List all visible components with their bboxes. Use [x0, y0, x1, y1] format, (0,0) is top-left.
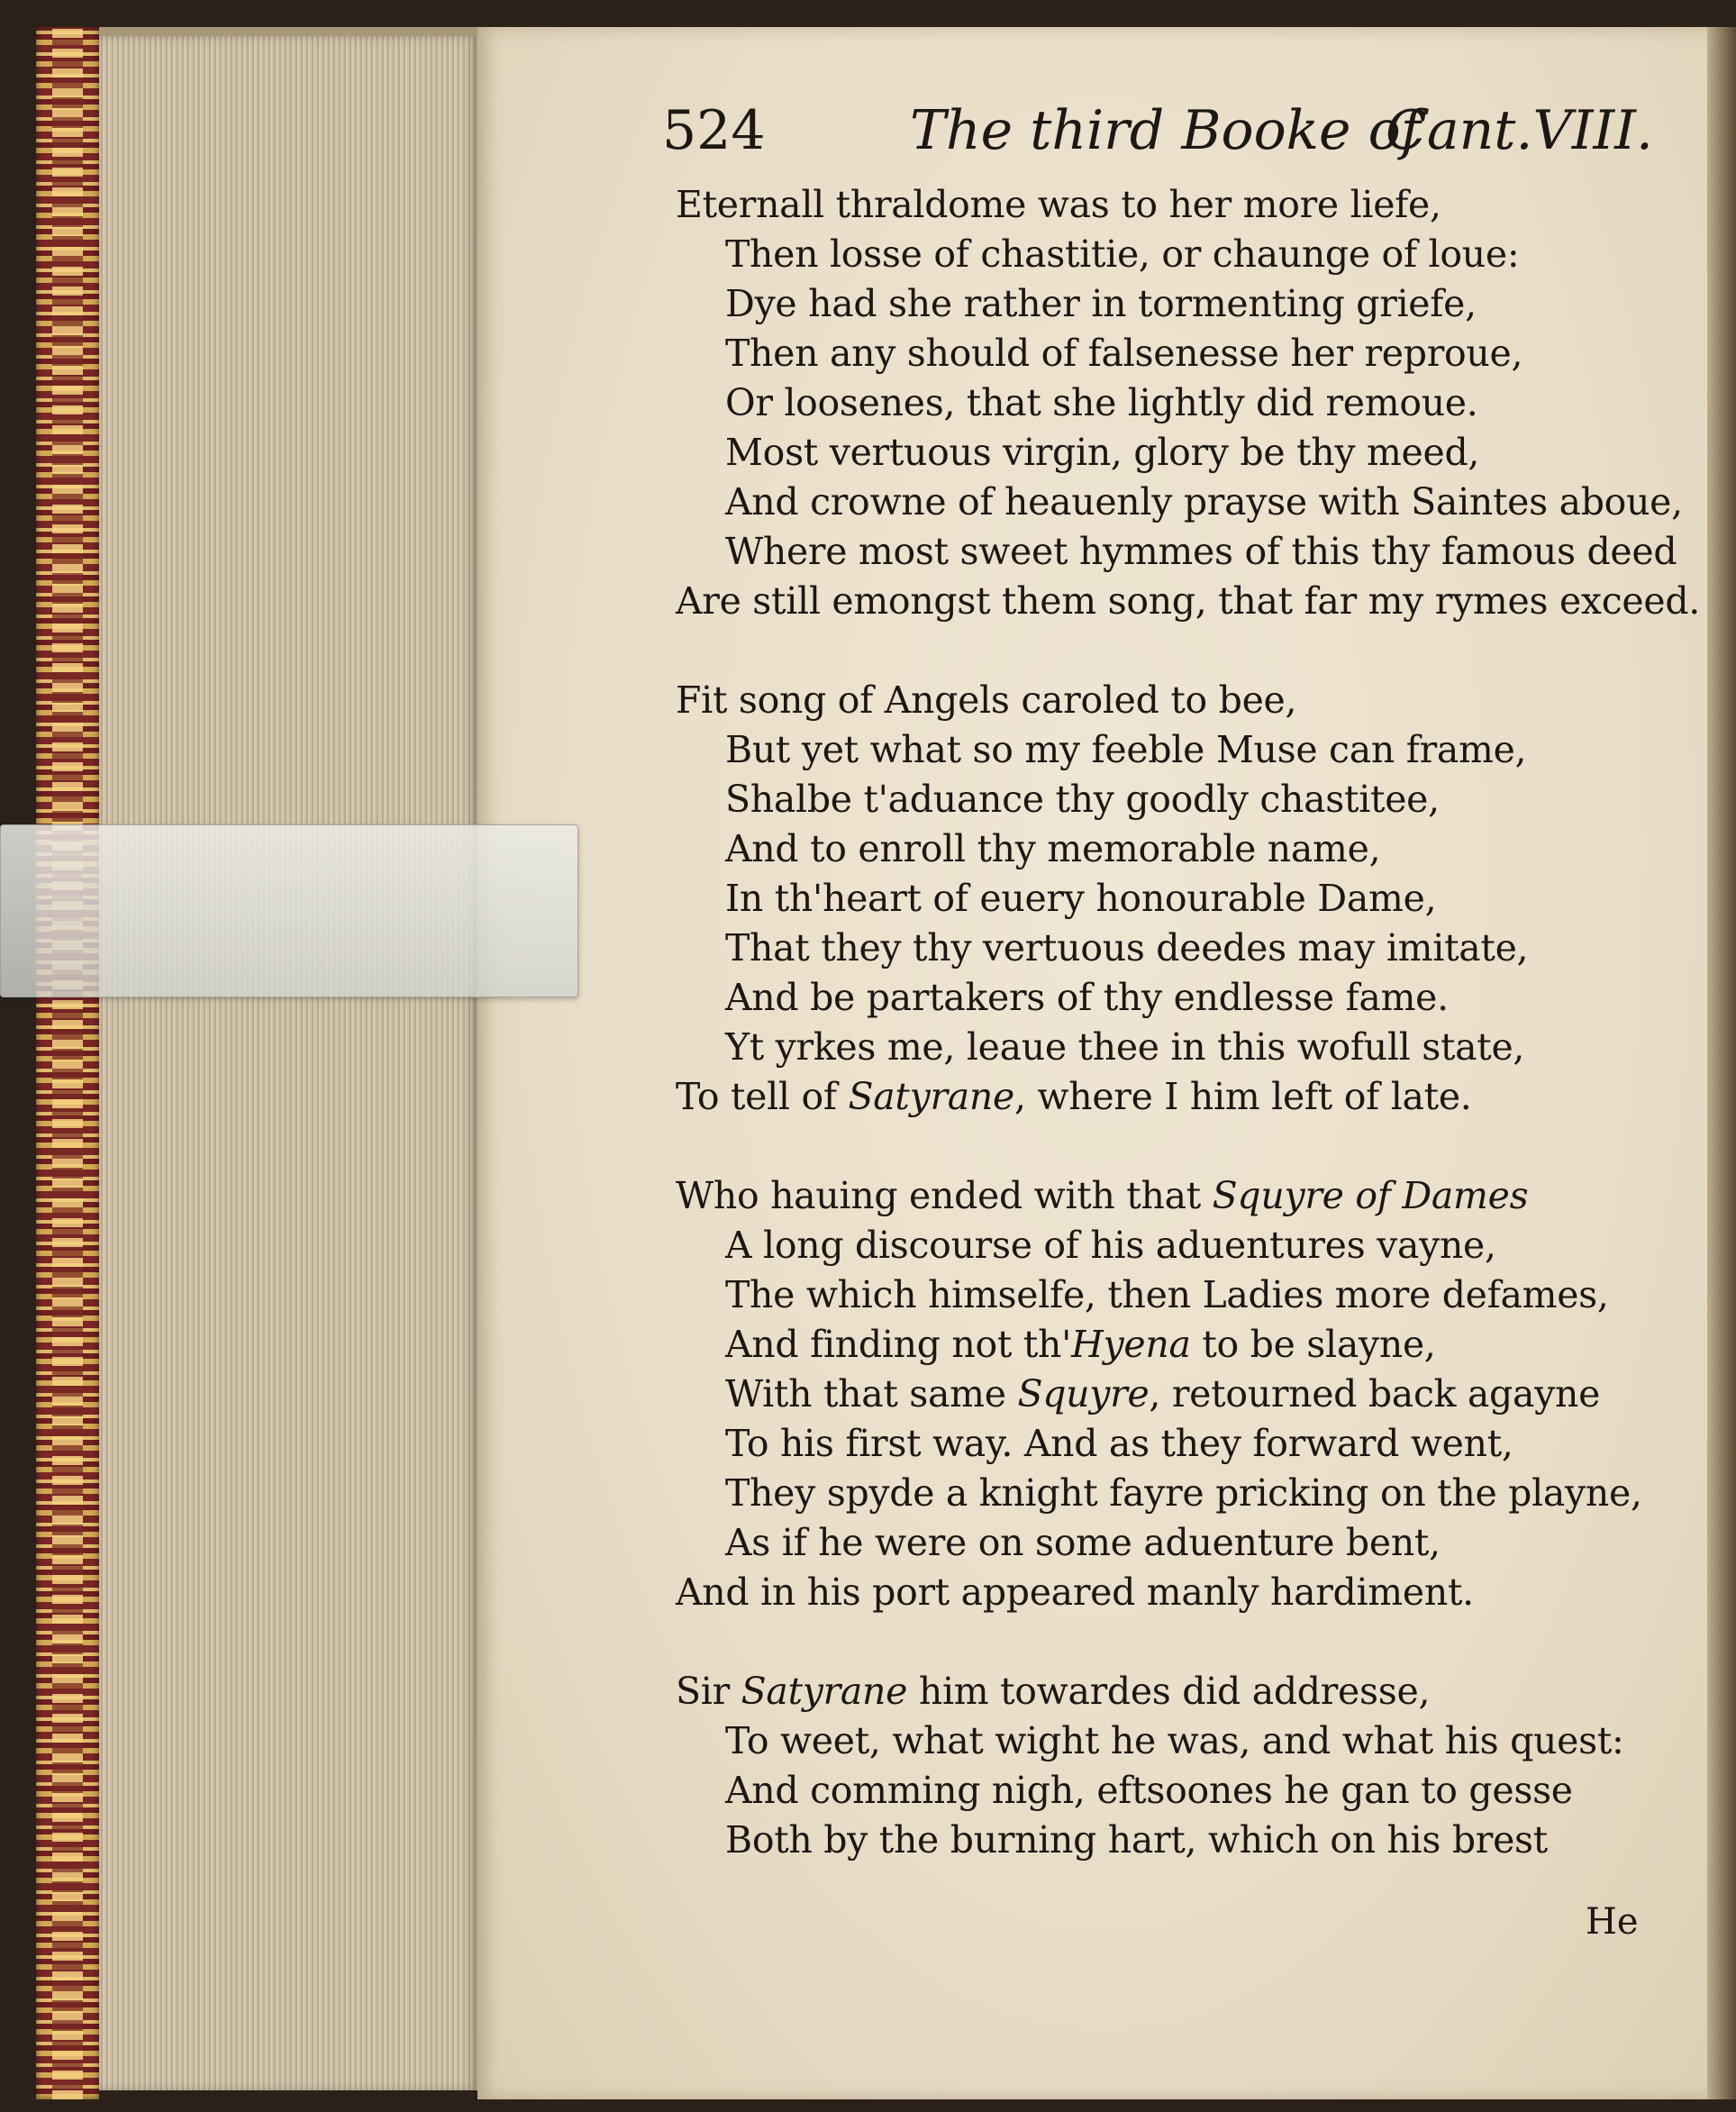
- verse-line: And crowne of heauenly prayse with Saintes aboue,: [725, 480, 1683, 523]
- verse-text: To tell of: [676, 1075, 849, 1118]
- verse-line: [676, 1320, 1631, 1370]
- verse-text: And finding not th': [725, 1323, 1072, 1366]
- verse-line: [676, 1171, 1631, 1221]
- verse-line: In th'heart of euery honourable Dame,: [725, 877, 1437, 920]
- page-number: 524: [662, 99, 766, 162]
- stanza-1: [676, 180, 1701, 626]
- verse-line: [676, 1072, 1631, 1122]
- verse-line: To his first way. And as they forward went,: [725, 1422, 1513, 1465]
- catchword: He: [1586, 1901, 1639, 1943]
- verse-line: Eternall thraldome was to her more liefe,: [676, 183, 1441, 226]
- verse-line: As if he were on some aduenture bent,: [725, 1521, 1441, 1564]
- verse-line: To weet, what wight he was, and what his quest:: [725, 1719, 1624, 1762]
- proper-name: Hyena: [1071, 1323, 1191, 1366]
- stanza-2: [676, 676, 1631, 1122]
- proper-name: Squyre: [1017, 1372, 1150, 1416]
- gilt-binding-edge: [36, 27, 99, 2099]
- verse-line: Both by the burning hart, which on his brest: [725, 1818, 1548, 1862]
- verse-text: him towardes did addresse,: [907, 1670, 1431, 1713]
- proper-name: Squyre of Dames: [1212, 1174, 1529, 1217]
- verse-line: And in his port appeared manly hardiment.: [676, 1570, 1474, 1614]
- verse-line: Then losse of chastitie, or chaunge of loue:: [725, 232, 1520, 276]
- verse-text: to be slayne,: [1190, 1323, 1436, 1366]
- verse-line: And to enroll thy memorable name,: [725, 827, 1381, 870]
- verse-line: And comming nigh, eftsoones he gan to gesse: [725, 1769, 1573, 1812]
- verse-line: Yt yrkes me, leaue thee in this wofull state,: [725, 1025, 1525, 1069]
- proper-name: Satyrane: [848, 1075, 1014, 1118]
- verse-line: [676, 1667, 1631, 1716]
- verse-line: [676, 1370, 1631, 1419]
- verse-line: Where most sweet hymmes of this thy famous deed: [725, 530, 1677, 573]
- canto-label: Cant.VIII.: [1385, 99, 1653, 162]
- verse-line: Fit song of Angels caroled to bee,: [676, 678, 1297, 722]
- page-block-edges: [99, 36, 477, 2090]
- running-title: The third Booke of: [910, 99, 1421, 162]
- running-head: [662, 99, 1653, 180]
- verse-line: Then any should of falsenesse her reproue,: [725, 332, 1523, 375]
- poem-text: [676, 180, 1701, 1915]
- verse-line: Shalbe t'aduance thy goodly chastitee,: [725, 778, 1440, 821]
- verse-line: A long discourse of his aduentures vayne,: [725, 1224, 1496, 1267]
- verse-text: Sir: [676, 1670, 741, 1713]
- verse-line: Most vertuous virgin, glory be thy meed,: [725, 431, 1480, 474]
- page-fore-edge: [1707, 27, 1736, 2099]
- verse-line: But yet what so my feeble Muse can frame,: [725, 728, 1527, 771]
- proper-name: Satyrane: [741, 1670, 908, 1713]
- page-marker[interactable]: [0, 824, 578, 997]
- verse-line: Dye had she rather in tormenting griefe,: [725, 282, 1477, 325]
- verse-text: Who hauing ended with that: [676, 1174, 1213, 1217]
- verse-text: , where I him left of late.: [1013, 1075, 1472, 1118]
- verse-line: And be partakers of thy endlesse fame.: [725, 976, 1449, 1019]
- verse-line: Are still emongst them song, that far my rymes exceed.: [676, 579, 1701, 623]
- stanza-4: [676, 1667, 1631, 1865]
- verse-line: The which himselfe, then Ladies more defames,: [725, 1273, 1609, 1316]
- verse-line: Or loosenes, that she lightly did remoue.: [725, 381, 1478, 424]
- stanza-3: [676, 1171, 1642, 1617]
- verse-text: With that same: [725, 1372, 1018, 1416]
- verse-line: That they thy vertuous deedes may imitate,: [725, 926, 1529, 970]
- verse-line: They spyde a knight fayre pricking on the playne,: [725, 1471, 1642, 1515]
- verse-text: , retourned back agayne: [1149, 1372, 1601, 1416]
